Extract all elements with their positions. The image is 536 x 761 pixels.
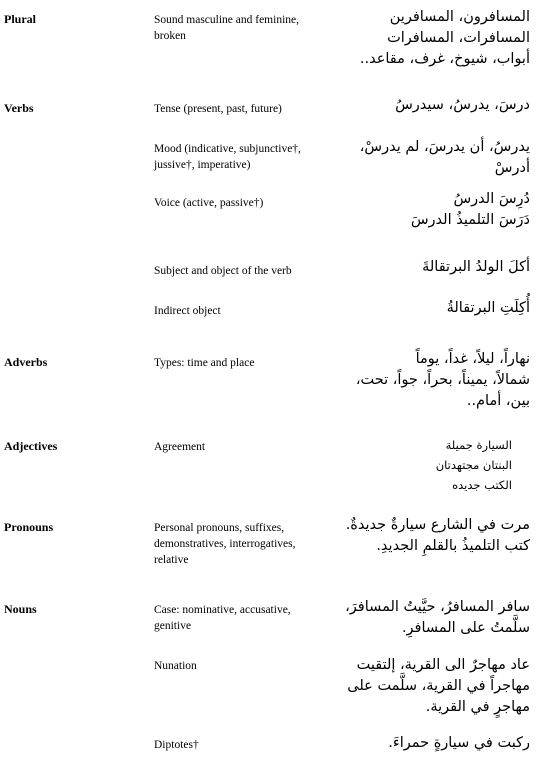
arabic-example bbox=[330, 733, 530, 754]
arabic-example bbox=[330, 515, 530, 557]
arabic-line: سافر المسافرُ، حيَّيتُ المسافرَ، bbox=[345, 599, 530, 615]
arabic-line: أبواب، شيوخ، غرف، مقاعد.. bbox=[359, 51, 530, 67]
arabic-example bbox=[330, 137, 530, 179]
row-description: Agreement bbox=[154, 441, 206, 453]
row-description: Voice (active, passive†) bbox=[154, 197, 264, 209]
arabic-line: مهاجراً في القرية، سلَّمت على bbox=[347, 678, 530, 694]
arabic-line: بين، أمام.. bbox=[466, 393, 530, 409]
arabic-example bbox=[330, 349, 530, 412]
arabic-example bbox=[330, 655, 530, 718]
arabic-line: عاد مهاجرٌ الى القرية، إلتقيت bbox=[356, 657, 530, 673]
row-description: Sound masculine and feminine, broken bbox=[154, 14, 299, 42]
arabic-example bbox=[330, 257, 530, 278]
row-description: Personal pronouns, suffixes, demonstratives, interrogatives, relative bbox=[154, 522, 296, 566]
arabic-example bbox=[392, 435, 512, 495]
category-adjectives: Adjectives bbox=[4, 439, 58, 453]
row-description: Case: nominative, accusative, genitive bbox=[154, 604, 291, 632]
arabic-example bbox=[330, 95, 530, 116]
row-description: Subject and object of the verb bbox=[154, 265, 292, 277]
row-description: Nunation bbox=[154, 660, 197, 672]
arabic-line: مرت في الشارع سيارةٌ جديدةٌ. bbox=[345, 517, 530, 533]
category-adverbs: Adverbs bbox=[4, 355, 48, 369]
row-description: Diptotes† bbox=[154, 739, 199, 751]
arabic-line: أكلَ الولدُ البرتقالةَ bbox=[422, 259, 530, 275]
category-pronouns: Pronouns bbox=[4, 520, 54, 534]
category-nouns: Nouns bbox=[4, 602, 37, 616]
arabic-line: المسافرون، المسافرين bbox=[389, 9, 530, 25]
row-description: Tense (present, past, future) bbox=[154, 103, 282, 115]
arabic-line: البنتان مجتهدتان bbox=[435, 458, 512, 472]
arabic-example bbox=[330, 189, 530, 231]
arabic-line: دُرِسَ الدرسُ bbox=[453, 191, 530, 207]
arabic-line: أُكِلَتِ البرتقالةُ bbox=[446, 300, 530, 316]
row-description: Indirect object bbox=[154, 305, 221, 317]
category-verbs: Verbs bbox=[4, 101, 34, 115]
arabic-line: المسافرات، المسافرات bbox=[387, 30, 530, 46]
arabic-line: نهاراً، ليلاً، غداً، يوماً bbox=[415, 351, 530, 367]
arabic-line: الكتب جديده bbox=[452, 478, 512, 492]
arabic-line: شمالاً، يميناً، بحراً، جواً، تحت، bbox=[355, 372, 530, 388]
arabic-line: سلَّمتُ على المسافرِ. bbox=[401, 620, 530, 636]
arabic-line: يدرسُ، أن يدرسَ، لم يدرسْ، bbox=[359, 139, 530, 155]
row-description: Types: time and place bbox=[154, 357, 255, 369]
category-plural: Plural bbox=[4, 12, 36, 26]
arabic-example bbox=[330, 298, 530, 319]
arabic-line: دَرَسَ التلميذُ الدرسَ bbox=[410, 212, 530, 228]
arabic-line: ركبت في سيارةٍ حمراءَ. bbox=[388, 735, 530, 751]
arabic-example bbox=[330, 7, 530, 70]
arabic-line: السيارة جميلة bbox=[445, 438, 512, 452]
arabic-line: مهاجرٍ في القرية. bbox=[425, 699, 530, 715]
row-description: Mood (indicative, subjunctive†, jussive†, imperative) bbox=[154, 143, 301, 171]
arabic-example bbox=[330, 597, 530, 639]
arabic-line: كتب التلميذُ بالقلمِ الجديدِ. bbox=[376, 538, 530, 554]
arabic-line: درسَ، يدرسُ، سيدرسُ bbox=[395, 97, 530, 113]
arabic-line: أدرسْ bbox=[494, 160, 530, 176]
